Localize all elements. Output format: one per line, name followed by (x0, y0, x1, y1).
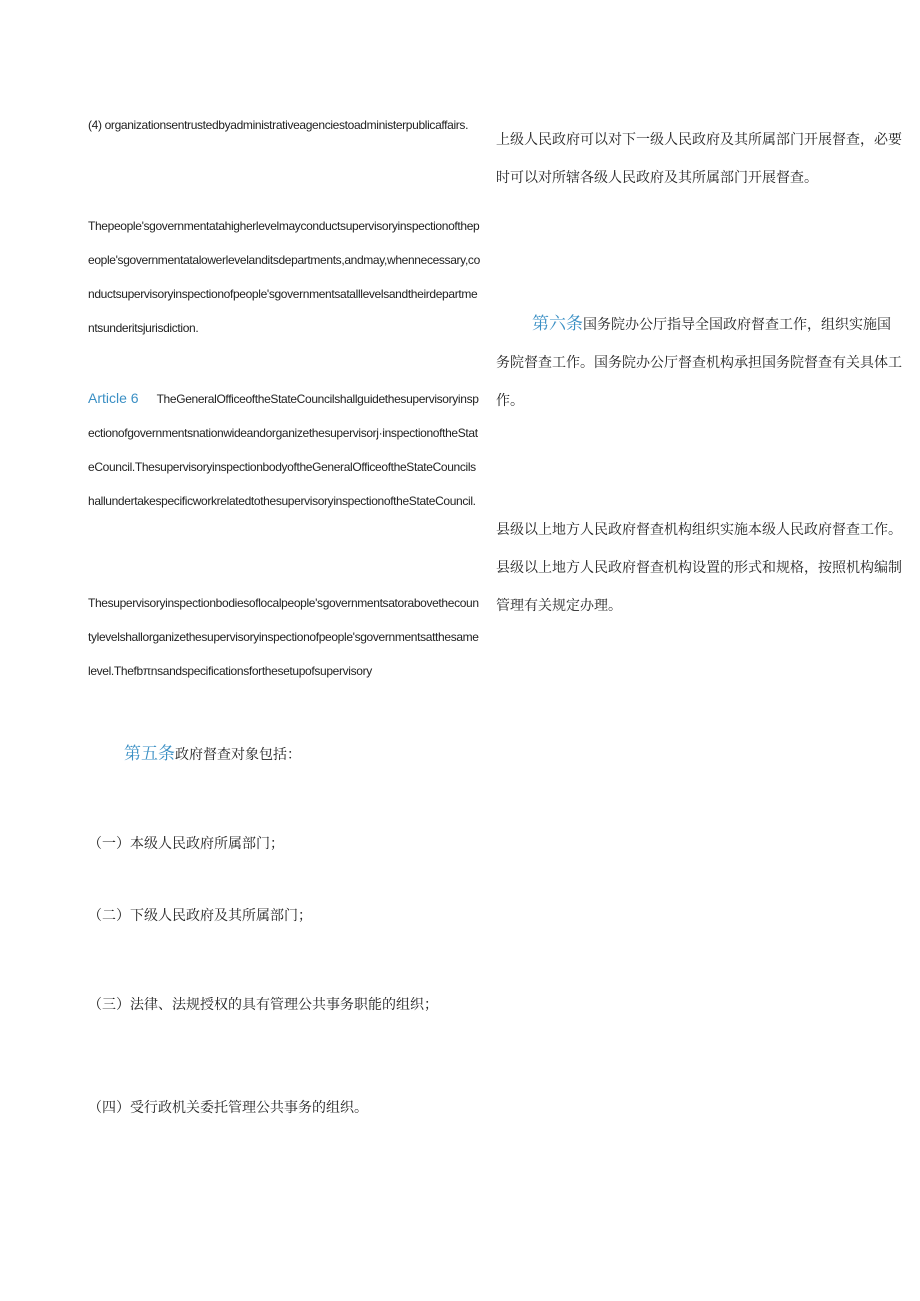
article-5-item-3: （三）法律、法规授权的具有管理公共事务职能的组织； (88, 997, 438, 1013)
paragraph-local-level-english: Thesupervisoryinspectionbodiesoflocalpeople'sgovernmentsatorabovethecountylevelshallorganizethesupervisoryinspectionofpeople'sgovernmentsatthesamelevel.Thefbπnsandspecificationsforthesetupofsupervisory (88, 596, 479, 678)
item-4-english: (4) organizationsentrustedbyadministrativeagenciestoadministerpublicaffairs. (88, 118, 469, 132)
article-5-label: 第五条 (124, 744, 175, 764)
article-6-chinese (496, 305, 902, 420)
paragraph-higher-level-english: Thepeople'sgovernmentatahigherlevelmayconductsupervisoryinspectionofthepeople'sgovernmentatalowerlevelanditsdepartments,andmay,whennecessary,conductsupervisoryinspectionofpeople'sgovernmentsatalllevelsandtheirdepartmentsunderitsjurisdiction. (88, 219, 480, 335)
paragraph-higher-level-chinese: 上级人民政府可以对下一级人民政府及其所属部门开展督查，必要时可以对所辖各级人民政府及其所属部门开展督查。 (496, 132, 902, 186)
article-6-english-text: TheGeneralOfficeoftheStateCouncilshallguidethesupervisoryinspectionofgovernmentsnationwideandorganizethesupervisorj·inspectionoftheStateCouncil.ThesupervisoryinspectionbodyoftheGeneralOfficeoftheStateCouncilshallundertakespecificworkrelatedtothesupervisoryinspectionoftheStateCouncil. (88, 392, 479, 508)
article-6-chinese-label: 第六条 (532, 314, 583, 334)
article-6-label: Article 6 (88, 390, 139, 406)
article-5-item-2: （二）下级人民政府及其所属部门； (88, 908, 312, 924)
article-5-item-4: （四）受行政机关委托管理公共事务的组织。 (88, 1100, 368, 1116)
paragraph-local-level-chinese: 县级以上地方人民政府督查机构组织实施本级人民政府督查工作。县级以上地方人民政府督查机构设置的形式和规格，按照机构编制管理有关规定办理。 (496, 522, 902, 614)
article-6-chinese-text: 国务院办公厅指导全国政府督查工作，组织实施国务院督查工作。国务院办公厅督查机构承担国务院督查有关具体工作。 (496, 317, 902, 409)
article-5-text: 政府督查对象包括： (175, 747, 301, 763)
article-5-heading (124, 744, 301, 765)
article-5-item-1: （一）本级人民政府所属部门； (88, 836, 284, 852)
article-6-english (88, 381, 480, 518)
